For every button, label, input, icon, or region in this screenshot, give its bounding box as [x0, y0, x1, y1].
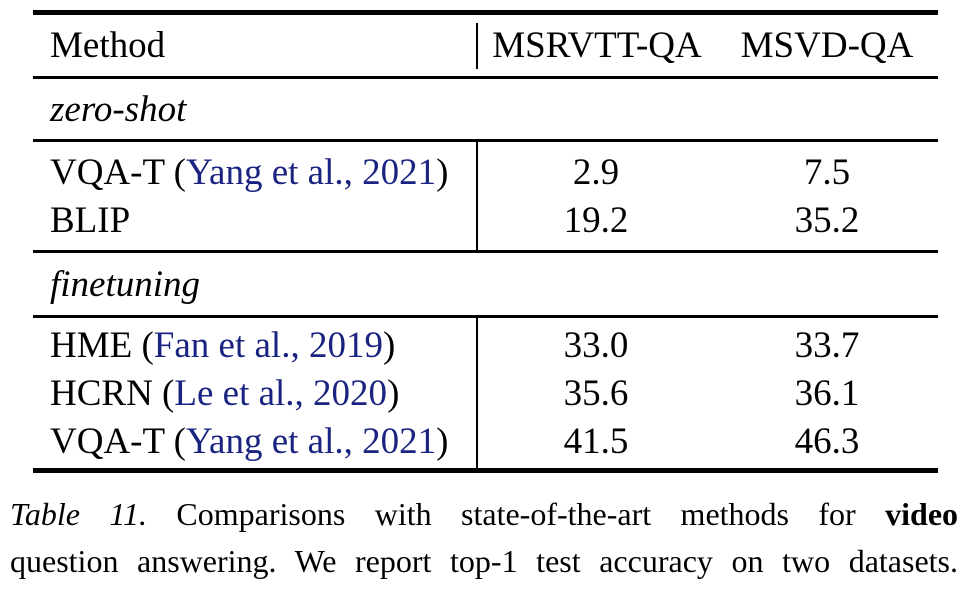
- caption-bold-word: video: [885, 496, 959, 532]
- column-separator: [476, 318, 478, 468]
- bottom-rule: [33, 468, 938, 473]
- section-label-zero-shot: zero-shot: [50, 88, 187, 130]
- msvd-qa-score: 35.2: [794, 199, 860, 241]
- table-row-blip: [33, 196, 938, 244]
- method-name-suffix: ): [382, 324, 396, 366]
- msvd-qa-column-header: MSVD-QA: [740, 25, 914, 66]
- citation-link[interactable]: Le et al., 2020: [174, 372, 388, 414]
- table-row-hcrn: [33, 369, 938, 417]
- method-name-suffix: ): [436, 420, 449, 462]
- table-row-vqat-zeroshot: [33, 148, 938, 196]
- method-name: VQA-T (: [50, 420, 186, 462]
- msrvtt-qa-score: 41.5: [563, 420, 629, 462]
- msrvtt-qa-column-header: MSRVTT-QA: [492, 25, 702, 66]
- method-name: BLIP: [50, 199, 131, 241]
- method-name-suffix: ): [387, 372, 400, 414]
- caption-text: Comparisons with state-of-the-art methods for: [176, 496, 856, 532]
- method-cell: [33, 199, 476, 242]
- msvd-qa-score: 46.3: [794, 420, 860, 462]
- caption-line-1: [10, 491, 958, 538]
- table-header-row: [33, 15, 938, 76]
- caption-label: Table 11.: [10, 496, 147, 532]
- column-separator: [476, 142, 478, 250]
- method-cell: [33, 420, 476, 463]
- table-row-hme: [33, 321, 938, 369]
- finetuning-rows-block: [33, 318, 938, 468]
- msrvtt-qa-score: 19.2: [563, 199, 629, 241]
- msvd-qa-score: 36.1: [794, 372, 860, 414]
- results-table: [33, 10, 938, 473]
- msrvtt-qa-score: 2.9: [572, 151, 620, 193]
- msrvtt-qa-score: 33.0: [563, 324, 629, 366]
- section-label-finetuning: finetuning: [50, 263, 201, 305]
- msrvtt-qa-score: 35.6: [563, 372, 629, 414]
- method-cell: [33, 151, 476, 194]
- method-cell: [33, 324, 476, 367]
- method-name: VQA-T (: [50, 151, 186, 193]
- method-name: HME (: [50, 324, 154, 366]
- method-cell: [33, 372, 476, 415]
- method-name: HCRN (: [50, 372, 175, 414]
- citation-link[interactable]: Fan et al., 2019: [153, 324, 383, 366]
- citation-link[interactable]: Yang et al., 2021: [186, 420, 437, 462]
- header-number-columns: [476, 23, 938, 69]
- method-name-suffix: ): [436, 151, 449, 193]
- table-row-vqat-finetuned: [33, 417, 938, 465]
- method-column-header: Method: [50, 25, 166, 66]
- caption-line-2: question answering. We report top-1 test accuracy on two datasets.: [10, 543, 958, 579]
- msvd-qa-score: 33.7: [794, 324, 860, 366]
- table-caption: [10, 491, 958, 585]
- zero-shot-rows-block: [33, 142, 938, 250]
- msvd-qa-score: 7.5: [803, 151, 851, 193]
- citation-link[interactable]: Yang et al., 2021: [186, 151, 437, 193]
